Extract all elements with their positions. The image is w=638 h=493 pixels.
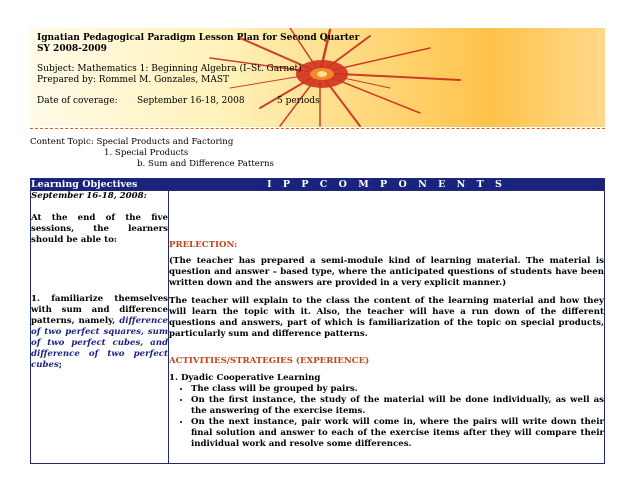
objective-1-text: 1. familiarize themselves with sum and difference patterns, namely, bbox=[31, 294, 168, 326]
lesson-plan-title: Ignatian Pedagogical Paradigm Lesson Plan for Second Quarter bbox=[37, 33, 360, 43]
prelection-text: (The teacher has prepared a semi-module kind of learning material. The material is question and answer – based type, where the anticipated questions of students have been written down and the answers are provided in a very explicit manner.) bbox=[169, 256, 604, 288]
dyadic-title: 1. Dyadic Cooperative Learning bbox=[169, 373, 321, 383]
content-topic: Content Topic: Special Products and Factoring bbox=[30, 137, 234, 147]
coverage-periods: 5 periods bbox=[277, 96, 320, 106]
objective-1-patterns: difference of two perfect squares, sum of two perfect cubes, and difference of two perfect cubes bbox=[31, 316, 168, 370]
objective-1-end: ; bbox=[58, 360, 62, 370]
objectives-date: September 16-18, 2008: bbox=[31, 191, 147, 201]
objectives-header: Learning Objectives bbox=[31, 179, 169, 191]
coverage-label: Date of coverage: bbox=[37, 96, 118, 106]
components-cell bbox=[169, 191, 605, 464]
topic-sub1: 1. Special Products bbox=[104, 148, 189, 158]
table-body-row bbox=[31, 191, 605, 464]
objectives-intro: At the end of the five sessions, the learners should be able to: bbox=[31, 213, 168, 245]
activities-title: ACTIVITIES/STRATEGIES (EXPERIENCE) bbox=[169, 356, 370, 366]
prepared-by: Prepared by: Rommel M. Gonzales, MAST bbox=[37, 75, 230, 85]
prelection-title: PRELECTION: bbox=[169, 240, 238, 250]
subject-line: Subject: Mathematics 1: Beginning Algebra (I–St. Garnet) bbox=[37, 64, 302, 74]
school-year: SY 2008-2009 bbox=[37, 44, 107, 54]
objectives-cell bbox=[31, 191, 169, 464]
activity-list bbox=[169, 384, 604, 450]
dashed-divider bbox=[30, 128, 605, 129]
table-header-row bbox=[31, 179, 605, 191]
activity-item: • On the first instance, the study of the material will be done individually, as well as the answering of the exercise items. bbox=[191, 395, 604, 417]
coverage-line bbox=[37, 96, 597, 107]
explain-text: The teacher will explain to the class the content of the learning material and how they will learn the topic with it. Also, the teacher will have a run down of the different questions and answers, part of which is familiarization of the topic on special products, particularly sum and difference patterns. bbox=[169, 296, 604, 339]
activity-item: • On the next instance, pair work will come in, where the pairs will write down their final solution and answer to each of the exercise items after they will compare their individual work and resolve some differences. bbox=[191, 417, 604, 450]
components-header: I P P C O M P O N E N T S bbox=[169, 179, 605, 191]
coverage-dates: September 16-18, 2008 bbox=[137, 96, 245, 106]
objective-1 bbox=[31, 294, 168, 371]
lesson-table bbox=[30, 178, 605, 464]
topic-sub2: b. Sum and Difference Patterns bbox=[137, 159, 274, 169]
header-banner bbox=[30, 28, 605, 127]
activity-item: • The class will be grouped by pairs. bbox=[191, 384, 604, 395]
